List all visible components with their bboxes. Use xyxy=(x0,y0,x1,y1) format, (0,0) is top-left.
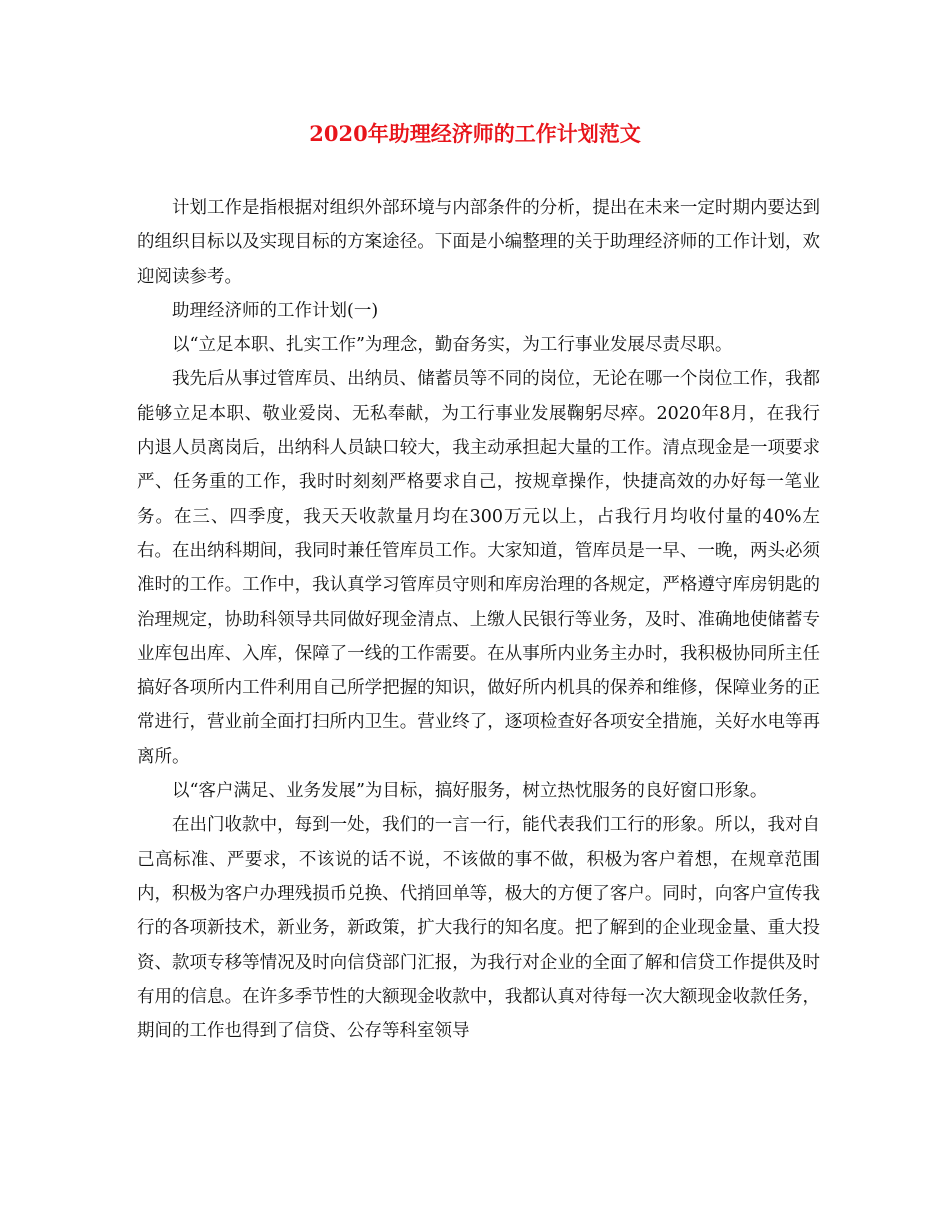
paragraph-principle-1: 以“立足本职、扎实工作”为理念，勤奋务实，为工行事业发展尽责尽职。 xyxy=(172,335,733,356)
paragraph-principle-2: 以“客户满足、业务发展”为目标，搞好服务，树立热忱服务的良好窗口形象。 xyxy=(172,781,768,802)
paragraph-intro: 计划工作是指根据对组织外部环境与内部条件的分析，提出在未来一定时期内要达到的组织目标以及实现目标的方案途径。下面是小编整理的关于助理经济师的工作计划，欢迎阅读参考。 xyxy=(137,198,820,287)
paragraph-section-heading: 助理经济师的工作计划(一) xyxy=(172,300,379,321)
document-title: 2020年助理经济师的工作计划范文 xyxy=(309,121,641,146)
paragraph-service: 在出门收款中，每到一处，我们的一言一行，能代表我们工行的形象。所以，我对自己高标准、严要求，不该说的话不说，不该做的事不做，积极为客户着想，在规章范围内，积极为客户办理残损币兑换、代捎回单等，极大的方便了客户。同时，向客户宣传我行的各项新技术，新业务，新政策，扩大我行的知名度。把了解到的企业现金量、重大投资、款项专移等情况及时向信贷部门汇报，为我行对企业的全面了解和信贷工作提供及时有用的信息。在许多季节性的大额现金收款中，我都认真对待每一次大额现金收款任务，期间的工作也得到了信贷、公存等科室领导 xyxy=(137,815,820,1042)
paragraph-experience: 我先后从事过管库员、出纳员、储蓄员等不同的岗位，无论在哪一个岗位工作，我都能够立足本职、敬业爱岗、无私奉献，为工行事业发展鞠躬尽瘁。2020年8月，在我行内退人员离岗后，出纳科人员缺口较大，我主动承担起大量的工作。清点现金是一项要求严、任务重的工作，我时时刻刻严格要求自己，按规章操作，快捷高效的办好每一笔业务。在三、四季度，我天天收款量月均在300万元以上，占我行月均收付量的40%左右。在出纳科期间，我同时兼任管库员工作。大家知道，管库员是一早、一晚，两头必须准时的工作。工作中，我认真学习管库员守则和库房治理的各规定，严格遵守库房钥匙的治理规定，协助科领导共同做好现金清点、上缴人民银行等业务，及时、准确地使储蓄专业库包出库、入库，保障了一线的工作需要。在从事所内业务主办时，我积极协同所主任搞好各项所内工件利用自己所学把握的知识，做好所内机具的保养和维修，保障业务的正常进行，营业前全面打扫所内卫生。营业终了，逐项检查好各项安全措施，关好水电等再离所。 xyxy=(137,369,820,767)
document-body xyxy=(137,191,820,1046)
